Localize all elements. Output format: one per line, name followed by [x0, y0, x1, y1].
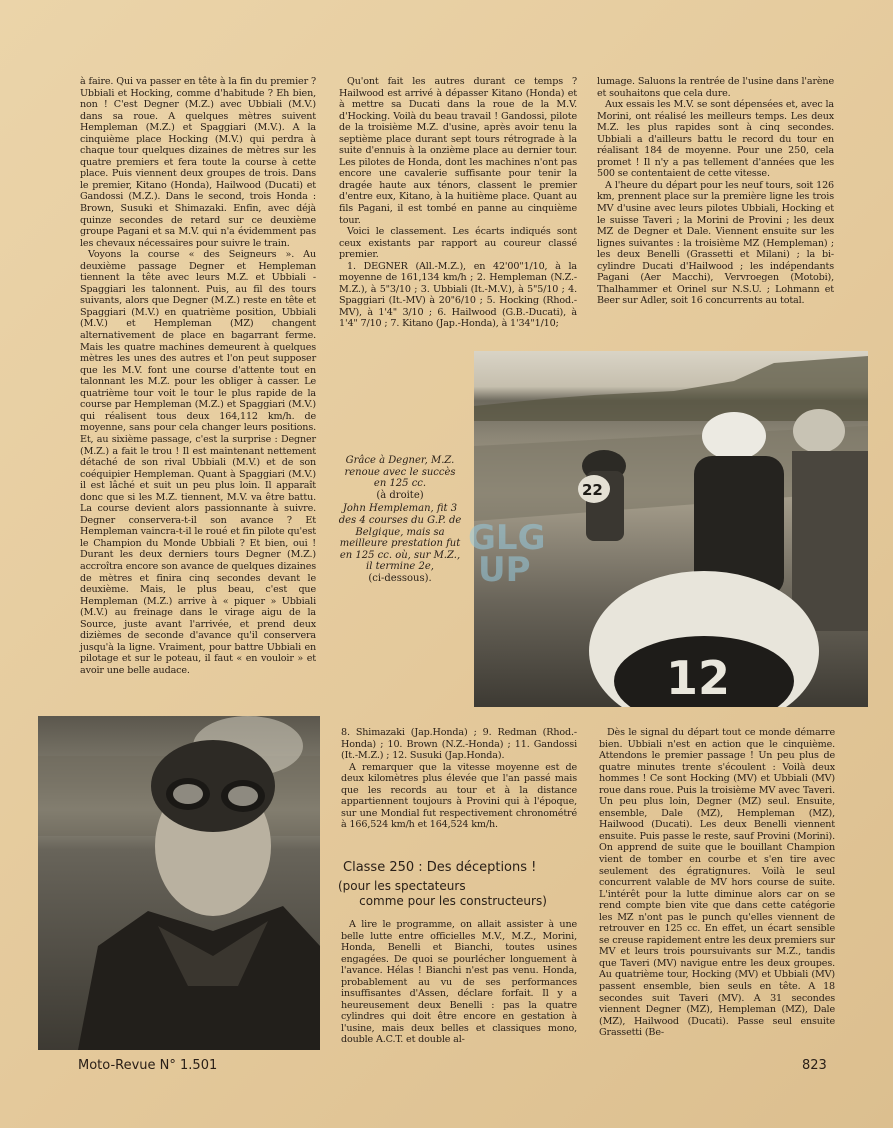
- column-2-bottom: [341, 727, 577, 831]
- race-number-22: 22: [582, 481, 603, 499]
- col2-paragraph-average: A remarquer que la vitesse moyenne est de deux kilomètres plus élevée que l'an passé mais que les records au tour et à la distance appartiennent toujours à Provini qui à l'époque, sur une Mondial fut respectivement chronométré à 166,524 km/h et 164,524 km/h.: [341, 761, 577, 831]
- col2-results: 1. DEGNER (All.-M.Z.), en 42'00"1/10, à la moyenne de 161,134 km/h ; 2. Hempleman (N.Z.-M.Z.), à 5"3/10 ; 3. Ubbiali (It.-M.V.), à 5"5/10 ; 4. Spaggiari (It.-MV) à 20"6/10 ; 5. Hocking (Rhod.-MV), à 1'4" 3/10 ; 6. Hailwood (G.B.-Ducati), à 1'4" 7/10 ; 7. Kitano (Jap.-Honda), à 1'34"1/10;: [339, 260, 577, 330]
- portrait-photo: [38, 716, 320, 1050]
- column-3-bottom: [599, 727, 835, 1039]
- col3-paragraph-1: lumage. Saluons la rentrée de l'usine dans l'arène et souhaitons que cela dure.: [597, 76, 834, 99]
- col3-paragraph-3: A l'heure du départ pour les neuf tours, soit 126 km, prennent place sur la première ligne les trois MV d'usine avec leurs pilotes Ubbiali, Hocking et le suisse Taveri ; la Morini de Provini ; les deux MZ de Degner et Dale. Viennent ensuite sur les lignes suivantes : la troisième MZ (Hempleman) ; les deux Benelli (Grassetti et Milani) ; la bi-cylindre Ducati d'Hailwood ; les indépendants Pagani (Aer Macchi), Vervroegen (Motobi), Thalhammer et Orinel sur N.S.U. ; Lohmann et Beer sur Adler, soit 16 concurrents au total.: [597, 179, 834, 307]
- col3-paragraph-2: Aux essais les M.V. se sont dépensées et, avec la Morini, ont réalisé les meilleurs temps. Les deux M.Z. les plus rapides sont à cinq secondes. Ubbiali a d'ailleurs battu le record du tour en réalisant 184 de moyenne. Pour une 250, cela promet ! Il n'y a pas tellement d'années que les 500 se contentaient de cette vitesse.: [597, 99, 834, 180]
- portrait-drawing: [38, 716, 320, 1050]
- column-2-top: [339, 76, 577, 330]
- col2-paragraph-2: Voici le classement. Les écarts indiqués sont ceux existants par rapport au coureur classé premier.: [339, 226, 577, 261]
- column-3-top: [597, 76, 834, 307]
- section-subheading: (pour les spectateurs comme pour les constructeurs): [338, 879, 547, 908]
- col2-250-paragraph: A lire le programme, on allait assister à une belle lutte entre officielles M.V., M.Z., Morini, Honda, Benelli et Bianchi, toutes usines engagées. De quoi se pourlécher longuement à l'avance. Hélas ! Bianchi n'est pas venu. Honda, probablement au vu de ses performances insuffisantes d'Assen, déclare forfait. Il y a heureusement deux Benelli : pas la quatre cylindres qui doit être encore en gestation à l'usine, mais deux belles et classiques mono, double A.C.T. et double al-: [341, 919, 577, 1046]
- photo-caption: [337, 455, 463, 587]
- column-2-250cc: [341, 919, 577, 1046]
- race-number-12: 12: [666, 651, 731, 705]
- caption-hempleman: John Hempleman, fit 3 des 4 courses du G.P. de Belgique, mais sa meilleure prestation fut en 125 cc. où, sur M.Z., il termine 2e, (ci-dessous).: [338, 503, 462, 584]
- watermark-logo: GLG UP: [468, 518, 546, 590]
- page-number: 823: [802, 1058, 827, 1073]
- column-1: [80, 76, 316, 676]
- col3-race-report: Dès le signal du départ tout ce monde démarre bien. Ubbiali n'est en action que le cinquième. Attendons le premier passage ! Un peu plus de quatre minutes trente s'écoulent : Voilà deux hommes ! Ce sont Hocking (MV) et Ubbiali (MV) roue dans roue. Puis la troisième MV avec Taveri. Un peu plus loin, Degner (MZ) seul. Ensuite, ensemble, Dale (MZ), Hempleman (MZ), Hailwood (Ducati). Les deux Benelli viennent ensuite. Puis passe le reste, sauf Provini (Morini). On apprend de suite que le bouillant Champion vient de tomber en courbe et s'en tire avec seulement des égratignures. Voilà le seul concurrent valable de MV hors course de suite. L'intérêt pour la lutte diminue alors car on se rend compte bien vite que dans cette catégorie les MZ n'ont pas le punch qu'elles viennent de retrouver en 125 cc. En effet, un écart sensible se creuse rapidement entre les deux premiers sur MV et leurs trois poursuivants sur M.Z., tandis que Taveri (MV) navigue entre les deux groupes. Au quatrième tour, Hocking (MV) et Ubbiali (MV) passent ensemble, bien seuls en tête. A 18 secondes suit Taveri (MV). A 31 secondes viennent Degner (MZ), Hempleman (MZ), Dale (MZ), Hailwood (Ducati). Passe seul ensuite Grassetti (Be-: [599, 727, 835, 1039]
- col2-paragraph-1: Qu'ont fait les autres durant ce temps ? Hailwood est arrivé à dépasser Kitano (Honda) et à mettre sa Ducati dans la roue de la M.V. d'Hocking. Voilà du beau travail ! Gandossi, pilote de la troisième M.Z. d'usine, après avoir tenu la septième place durant sept tours rétrograde à la suite d'ennuis à la onzième place au dernier tour. Les pilotes de Honda, dont les machines n'ont pas encore une cavalerie suffisante pour tenir la dragée haute aux ténors, classent le premier d'entre eux, Kitano, à la huitième place. Quant au fils Pagani, il est tombé en panne au cinquième tour.: [339, 76, 577, 226]
- col1-paragraph-2: Voyons la course « des Seigneurs ». Au deuxième passage Degner et Hempleman tiennent la tête avec leurs M.Z. et Ubbiali - Spaggiari les talonnent. Puis, au fil des tours suivants, alors que Degner (M.Z.) reste en tête et Spaggiari (M.V.) en quatrième position, Ubbiali (M.V.) et Hempleman (MZ) changent alternativement de place en bagarrant ferme. Mais les quatre machines demeurent à quelques mètres les unes des autres et l'on peut supposer que les M.V. font une course d'attente tout en talonnant les M.Z. pour les obliger à casser. Le quatrième tour voit le tour le plus rapide de la course par Hempleman (M.Z.) et Spaggiari (M.V.) qui réalisent tous deux 164,112 km/h. de moyenne, sans pour cela changer leurs positions. Et, au sixième passage, c'est la surprise : Degner (M.Z.) a fait le trou ! Il est maintenant nettement détaché de son rival Ubbiali (M.V.) et de son coéquipier Hempleman. Quant à Spaggiari (M.V.) il est lâché et suit un peu plus loin. Il apparaît donc que si les M.Z. tiennent, M.V. va être battu. La course devient alors passionnante à suivre. Degner conservera-t-il son avance ? Et Hempleman vaincra-t-il le roué et fin pilote qu'est le Champion du Monde Ubbiali ? Et bien, oui ! Durant les deux derniers tours Degner (M.Z.) accroîtra encore son avance de quelques dizaines de mètres et finira cinq secondes devant le deuxième. Mais, le plus beau, c'est que Hempleman (M.Z.) arrive à « piquer » Ubbiali (M.V.) au freinage dans le virage aigu de la Source, juste avant l'arrivée, et prend deux dizièmes de seconde d'avance qu'il conservera jusqu'à la ligne. Vraiment, pour battre Ubbiali en pilotage et sur le poteau, il faut « en vouloir » et avoir une belle audace.: [80, 249, 316, 676]
- section-heading: Classe 250 : Des déceptions !: [343, 860, 537, 875]
- col2-results-continued: 8. Shimazaki (Jap.Honda) ; 9. Redman (Rhod.-Honda) ; 10. Brown (N.Z.-Honda) ; 11. Gandossi (It.-M.Z.) ; 12. Susuki (Jap.Honda).: [341, 727, 577, 762]
- col1-paragraph-1: à faire. Qui va passer en tête à la fin du premier ? Ubbiali et Hocking, comme d'habitude ? Eh bien, non ! C'est Degner (M.Z.) avec Ubbiali (M.V.) dans sa roue. A quelques mètres suivent Hempleman (M.Z.) et Spaggiari (M.V.). A la cinquième place Hocking (M.V.) qui perdra à chaque tour quelques dizaines de mètres sur les quatre premiers et fera toute la course à cette place. Puis viennent deux groupes de trois. Dans le premier, Kitano (Honda), Hailwood (Ducati) et Gandossi (M.Z.). Dans le second, trois Honda : Brown, Susuki et Shimazaki. Enfin, avec déjà quinze secondes de retard sur ce deuxième groupe Pagani et sa M.V. qui n'a évidemment pas les chevaux nécessaires pour suivre le train.: [80, 76, 316, 249]
- caption-degner: Grâce à Degner, M.Z. renoue avec le succès en 125 cc. (à droite): [344, 455, 456, 501]
- magazine-issue: Moto-Revue N° 1.501: [78, 1058, 218, 1073]
